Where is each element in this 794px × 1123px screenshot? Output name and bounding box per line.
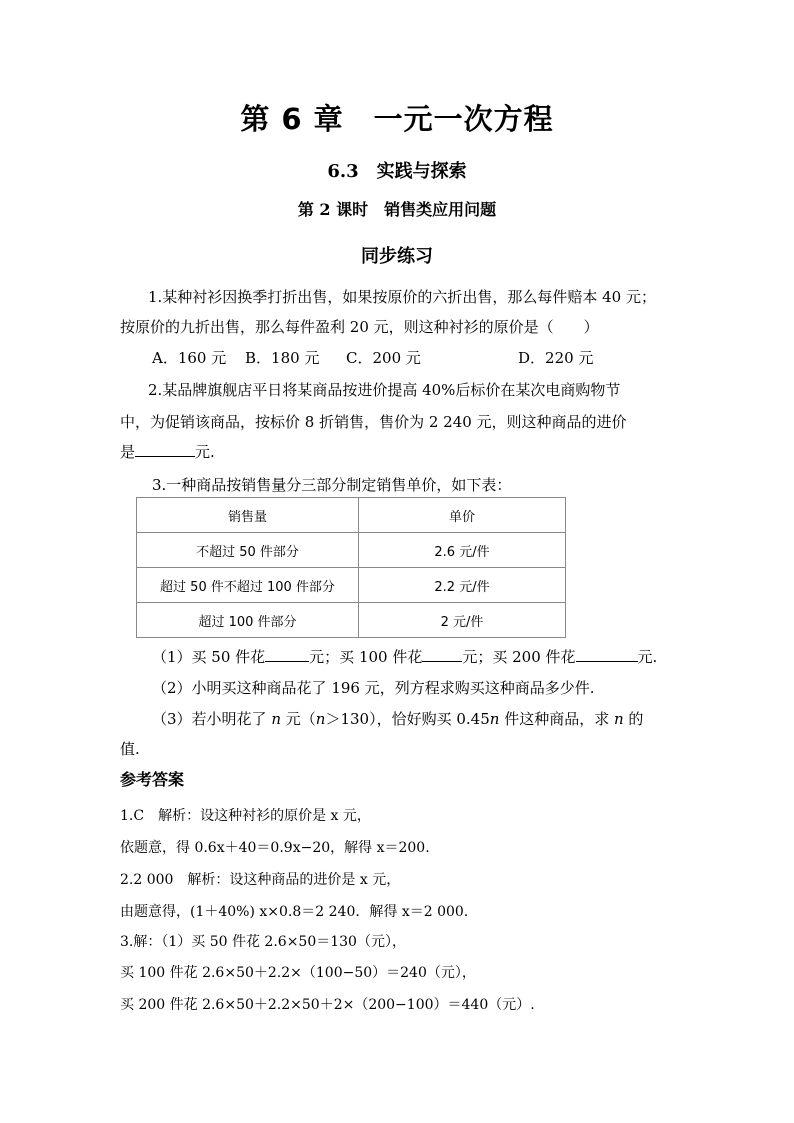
table-cell: 2.2 元/件 (359, 568, 566, 603)
q3-part1 (152, 647, 657, 667)
q3-blank-100[interactable] (422, 647, 462, 662)
answer-3-line2: 买 100 件花 2.6×50＋2.2×（100−50）＝240（元）， (120, 965, 476, 981)
q1-line2: 按原价的九折出售，那么每件盈利 20 元，则这种衬衫的原价是（ ） (120, 318, 599, 336)
q3-part3-text: 件这种商品，求 (499, 710, 614, 728)
q3-part2: （2）小明买这种商品花了 196 元，列方程求购买这种商品多少件. (152, 679, 595, 697)
q1-option-c: C．200 元 (346, 349, 421, 367)
q2-line1: 2.某品牌旗舰店平日将某商品按进价提高 40%后标价在某次电商购物节 (148, 381, 621, 399)
table-cell: 超过 50 件不超过 100 件部分 (137, 568, 359, 603)
q3-part3 (152, 709, 643, 729)
q1-option-a: A．160 元 (152, 349, 227, 367)
price-table (136, 497, 566, 638)
answer-3-line3: 买 200 件花 2.6×50＋2.2×50＋2×（200−100）＝440（元）. (120, 997, 535, 1013)
table-cell: 2 元/件 (359, 603, 566, 638)
answer-3-line1: 3.解：（1）买 50 件花 2.6×50＝130（元）， (120, 934, 406, 950)
table-cell: 超过 100 件部分 (137, 603, 359, 638)
table-header-quantity: 销售量 (137, 498, 359, 533)
table-cell: 不超过 50 件部分 (137, 533, 359, 568)
q3-part3-text: （3）若小明花了 (152, 710, 272, 728)
variable-n: n (613, 710, 624, 728)
variable-n: n (271, 710, 281, 728)
q3-part1-text-d: 元. (637, 648, 658, 666)
q3-part3-text: 的 (623, 710, 644, 728)
q2-line3-prefix: 是 (120, 443, 136, 461)
q1-option-d: D．220 元 (518, 349, 594, 367)
q2-line3-suffix: 元. (195, 443, 215, 461)
section-title: 6.3 实践与探索 (327, 161, 467, 182)
answer-1-line2: 依题意，得 0.6x＋40＝0.9x−20，解得 x＝200. (120, 840, 430, 856)
q3-part1-text-c: 元；买 200 件花 (462, 648, 576, 666)
q3-part1-text-b: 元；买 100 件花 (309, 648, 423, 666)
chapter-title: 第 6 章 一元一次方程 (240, 102, 554, 136)
lesson-title: 第 2 课时 销售类应用问题 (297, 200, 497, 219)
answers-heading: 参考答案 (120, 770, 185, 789)
q3-part3-line2: 值. (120, 740, 140, 758)
q2-answer-blank[interactable] (135, 442, 195, 457)
q2-line2: 中，为促销该商品，按标价 8 折销售，售价为 2 240 元，则这种商品的进价 (120, 413, 627, 431)
variable-n: n (315, 710, 326, 728)
answer-2-line1: 2.2 000 解析：设这种商品的进价是 x 元， (120, 872, 401, 888)
table-header-row (137, 498, 566, 533)
variable-n: n (489, 710, 500, 728)
q3-part1-text-a: （1）买 50 件花 (152, 648, 266, 666)
table-row (137, 568, 566, 603)
q3-intro: 3.一种商品按销售量分三部分制定销售单价，如下表： (152, 476, 512, 494)
table-cell: 2.6 元/件 (359, 533, 566, 568)
q3-blank-200[interactable] (576, 647, 638, 662)
table-row (137, 533, 566, 568)
practice-heading: 同步练习 (361, 246, 433, 267)
answer-1-line1: 1.C 解析：设这种衬衫的原价是 x 元， (120, 808, 371, 824)
table-row (137, 603, 566, 638)
table-header-price: 单价 (359, 498, 566, 533)
q3-part3-text: ＞130），恰好购买 0.45 (325, 710, 490, 728)
answer-2-line2: 由题意得，(1＋40%) x×0.8＝2 240．解得 x＝2 000. (120, 904, 469, 920)
q1-line1: 1.某种衬衫因换季打折出售，如果按原价的六折出售，那么每件赔本 40 元； (148, 288, 656, 306)
q3-part3-text: 元（ (280, 710, 316, 728)
q3-blank-50[interactable] (265, 647, 309, 662)
q1-option-b: B．180 元 (245, 349, 320, 367)
q2-line3 (120, 442, 215, 462)
